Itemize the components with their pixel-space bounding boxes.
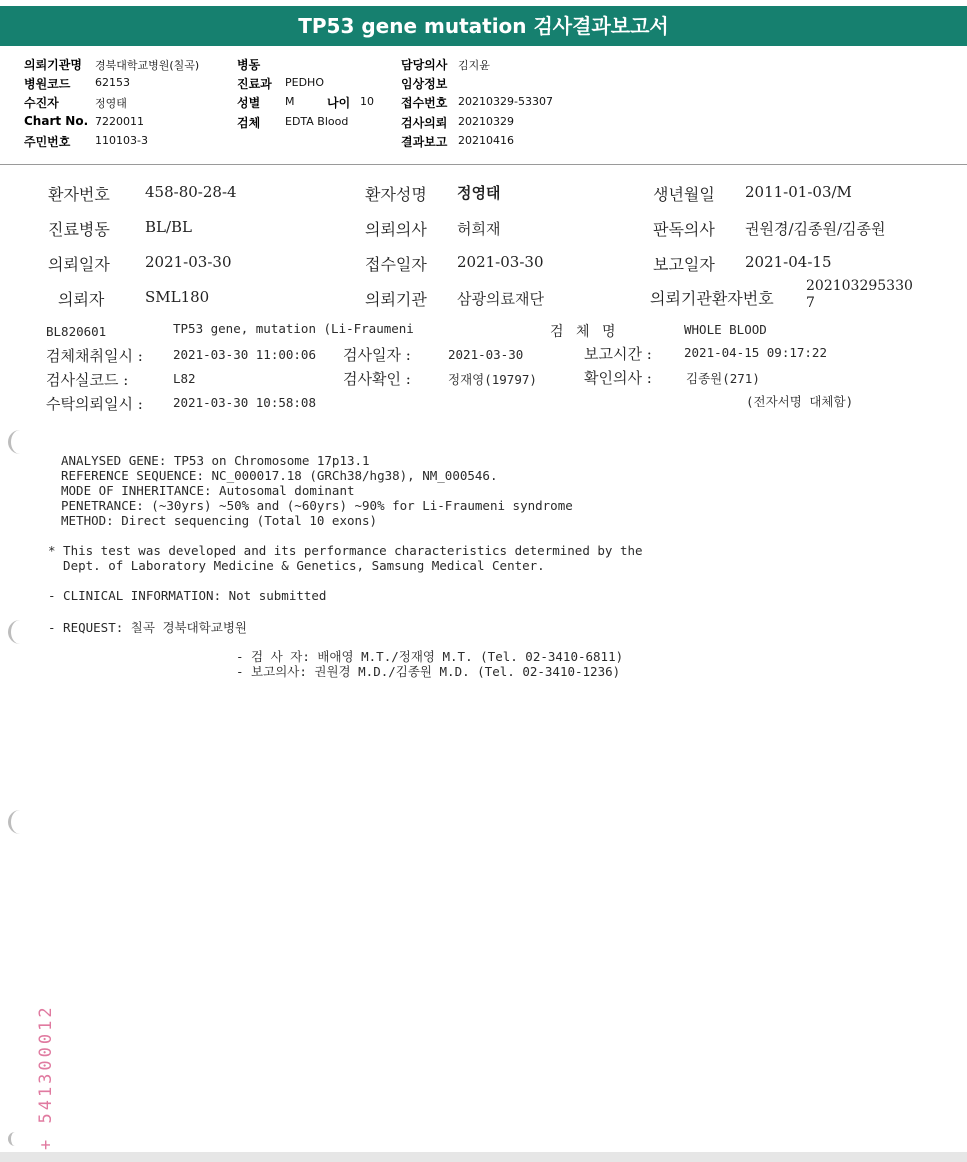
label-institution-patient-no: 의뢰기관환자번호 [650, 289, 774, 308]
label-specimen-name: 검 체 명 [550, 324, 616, 340]
punch-hole-mark [8, 810, 25, 834]
test-code: BL820601 [46, 324, 107, 339]
label-birthdate: 생년월일 [653, 185, 715, 204]
value-confirm-doctor: 김종원(271) [686, 371, 760, 386]
value-request-date: 20210329 [458, 115, 514, 128]
label-patient-name: 환자성명 [365, 185, 427, 204]
label-reading-doctor: 판독의사 [653, 220, 715, 239]
line-inheritance: MODE OF INHERITANCE: Autosomal dominant [61, 483, 355, 498]
value-consign-time: 2021-03-30 10:58:08 [173, 395, 316, 410]
line-reference: REFERENCE SEQUENCE: NC_000017.18 (GRCh38/hg38), NM_000546. [61, 468, 498, 483]
label-chart-no: Chart No. [24, 114, 89, 128]
label-institution: 의뢰기관명 [24, 58, 82, 72]
value-institution-patient-no-suffix: 7 [806, 295, 815, 311]
label-id-number: 주민번호 [24, 135, 71, 149]
reporter-info: - 보고의사: 권원경 M.D./김종원 M.D. (Tel. 02-3410-1236) [236, 664, 621, 679]
label-exam-confirm: 검사확인 : [343, 370, 411, 388]
label-result-date: 결과보고 [401, 135, 448, 149]
label-collect-time: 검체채취일시 : [46, 347, 143, 365]
value-specimen-name: WHOLE BLOOD [684, 322, 767, 337]
clinical-info: - CLINICAL INFORMATION: Not submitted [48, 588, 327, 603]
label-lab-code: 검사실코드 : [46, 371, 129, 389]
label-requester: 의뢰자 [58, 290, 105, 309]
label-sex: 성별 [237, 96, 261, 110]
label-exam-date: 검사일자 : [343, 346, 411, 364]
scanned-report [0, 166, 967, 1152]
label-receipt-date: 접수일자 [365, 255, 427, 274]
note-line-2: Dept. of Laboratory Medicine & Genetics, Samsung Medical Center. [48, 558, 545, 573]
value-institution-patient-no: 202103295330 [806, 278, 913, 294]
report-title: TP53 gene mutation 검사결과보고서 [0, 6, 967, 46]
value-report-date: 2021-04-15 [745, 253, 832, 271]
barcode-number [28, 1004, 68, 1150]
label-confirm-doctor: 확인의사 : [584, 369, 652, 387]
value-request-date-full: 2021-03-30 [145, 253, 232, 271]
test-name: TP53 gene, mutation (Li-Fraumeni [173, 321, 414, 336]
value-age: 10 [360, 95, 374, 108]
note-line-1: * This test was developed and its performance characteristics determined by the [48, 543, 643, 558]
value-specimen: EDTA Blood [285, 115, 349, 128]
value-birthdate: 2011-01-03/M [745, 183, 852, 201]
value-exam-confirm: 정재영(19797) [448, 372, 537, 387]
value-hospital-code: 62153 [95, 76, 130, 89]
label-age: 나이 [327, 96, 351, 110]
label-department: 진료과 [237, 77, 272, 91]
value-receipt-date: 2021-03-30 [457, 253, 544, 271]
request-info: - REQUEST: 칠곡 경북대학교병원 [48, 620, 247, 635]
value-patient-name: 정영태 [457, 184, 501, 202]
value-collect-time: 2021-03-30 11:00:06 [173, 347, 316, 362]
bottom-bar [0, 1152, 967, 1162]
label-report-time: 보고시간 : [584, 345, 652, 363]
value-result-date: 20210416 [458, 134, 514, 147]
label-specimen: 검체 [237, 116, 261, 130]
label-patient-number: 환자번호 [48, 185, 110, 204]
barcode-text: + 541300012 [36, 1004, 56, 1150]
label-consign-time: 수탁의뢰일시 : [46, 395, 143, 413]
value-patient-number: 458-80-28-4 [145, 183, 237, 201]
line-method: METHOD: Direct sequencing (Total 10 exons) [61, 513, 378, 528]
label-request-date-full: 의뢰일자 [48, 255, 110, 274]
value-requesting-institution: 삼광의료재단 [457, 290, 544, 308]
signature-note: (전자서명 대체함) [746, 394, 854, 409]
label-requesting-doctor: 의뢰의사 [365, 220, 427, 239]
value-chart-no: 7220011 [95, 115, 144, 128]
punch-hole-mark [8, 1132, 25, 1146]
label-receipt-no: 접수번호 [401, 96, 448, 110]
value-doctor: 김지윤 [458, 59, 490, 72]
punch-hole-mark [8, 430, 25, 454]
value-requester: SML180 [145, 288, 210, 306]
header-info [0, 46, 967, 165]
value-receipt-no: 20210329-53307 [458, 95, 553, 108]
label-request-date: 검사의뢰 [401, 116, 448, 130]
label-doctor: 담당의사 [401, 58, 448, 72]
label-requesting-institution: 의뢰기관 [365, 290, 427, 309]
label-ward: 병동 [237, 58, 261, 72]
value-reading-doctor: 권원경/김종원/김종원 [745, 220, 886, 238]
value-sex: M [285, 95, 295, 108]
value-institution: 경북대학교병원(칠곡) [95, 59, 200, 72]
label-care-ward: 진료병동 [48, 220, 110, 239]
value-report-time: 2021-04-15 09:17:22 [684, 345, 827, 360]
label-hospital-code: 병원코드 [24, 77, 71, 91]
label-report-date: 보고일자 [653, 255, 715, 274]
line-gene: ANALYSED GENE: TP53 on Chromosome 17p13.1 [61, 453, 370, 468]
value-patient: 정영태 [95, 97, 127, 110]
value-lab-code: L82 [173, 371, 196, 386]
value-department: PEDHO [285, 76, 324, 89]
label-patient: 수진자 [24, 96, 59, 110]
line-penetrance: PENETRANCE: (~30yrs) ~50% and (~60yrs) ~90% for Li-Fraumeni syndrome [61, 498, 573, 513]
value-requesting-doctor: 허희재 [457, 220, 501, 238]
value-exam-date: 2021-03-30 [448, 347, 524, 362]
label-clinical-info: 임상정보 [401, 77, 448, 91]
punch-hole-mark [8, 620, 25, 644]
value-id-number: 110103-3 [95, 134, 148, 147]
value-care-ward: BL/BL [145, 218, 193, 236]
examiner-info: - 검 사 자: 배애영 M.T./정재영 M.T. (Tel. 02-3410-6811) [236, 649, 624, 664]
